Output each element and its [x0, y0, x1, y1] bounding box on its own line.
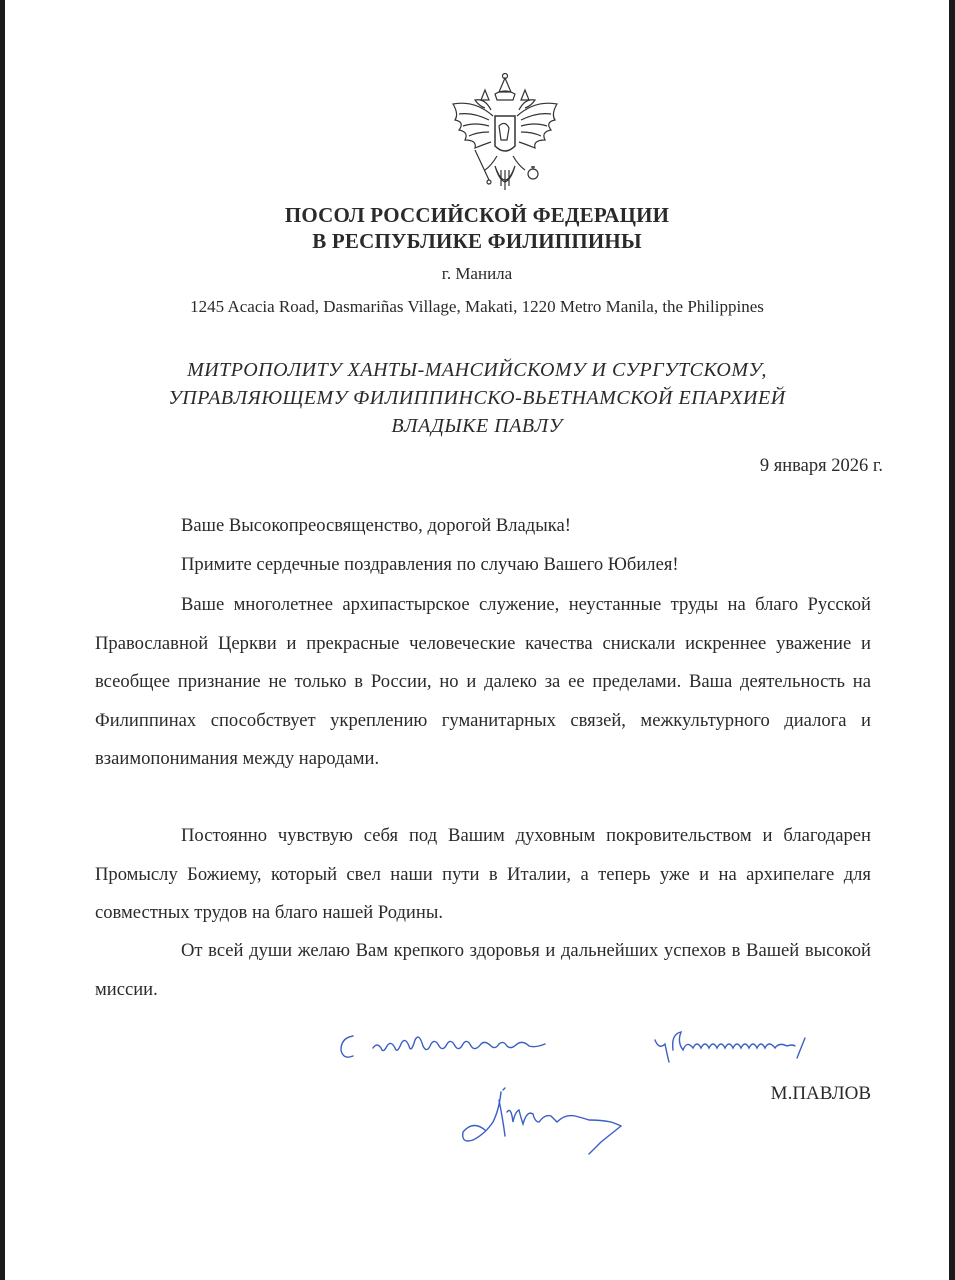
letter-page	[5, 0, 949, 1280]
signer-name: М.ПАВЛОВ	[770, 1083, 871, 1104]
paragraph-3: От всей души желаю Вам крепкого здоровья и дальнейших успехов в Вашей высокой миссии.	[95, 940, 871, 1000]
salutation: Ваше Высокопреосвященство, дорогой Владыка!	[181, 515, 571, 536]
letterhead-city: г. Манила	[441, 264, 513, 283]
letterhead-title-line2: В РЕСПУБЛИКЕ ФИЛИППИНЫ	[312, 229, 642, 253]
addressee-line3: ВЛАДЫКЕ ПАВЛУ	[391, 415, 563, 437]
handwritten-signature-icon	[463, 1088, 621, 1154]
letter-date: 9 января 2026 г.	[759, 456, 883, 476]
addressee-line2: УПРАВЛЯЮЩЕМУ ФИЛИППИНСКО-ВЬЕТНАМСКОЙ ЕПАРХИЕЙ	[168, 387, 786, 409]
paragraph-2: Постоянно чувствую себя под Вашим духовным покровительством и благодарен Промыслу Божиему, который свел наши пути в Италии, а теперь уже и на архипелаге для совместных трудов на благо нашей Родины.	[95, 825, 871, 923]
addressee-line1: МИТРОПОЛИТУ ХАНТЫ-МАНСИЙСКОМУ И СУРГУТСКОМУ,	[187, 359, 767, 381]
handwritten-note	[341, 1032, 805, 1062]
greeting: Примите сердечные поздравления по случаю Вашего Юбилея!	[181, 554, 679, 575]
letterhead-address: 1245 Acacia Road, Dasmariñas Village, Makati, 1220 Metro Manila, the Philippines	[190, 297, 764, 316]
letterhead-title-line1: ПОСОЛ РОССИЙСКОЙ ФЕДЕРАЦИИ	[284, 203, 670, 227]
paragraph-1: Ваше многолетнее архипастырское служение, неустанные труды на благо Русской Православной Церкви и прекрасные человеческие качества снискали искреннее уважение и всеобщее признание не только в России, но и далеко за ее пределами. Ваша деятельность на Филиппинах способствует укреплению гуманитарных связей, межкультурного диалога и взаимопонимания между народами.	[95, 594, 871, 769]
russian-coat-of-arms-icon	[445, 70, 565, 196]
